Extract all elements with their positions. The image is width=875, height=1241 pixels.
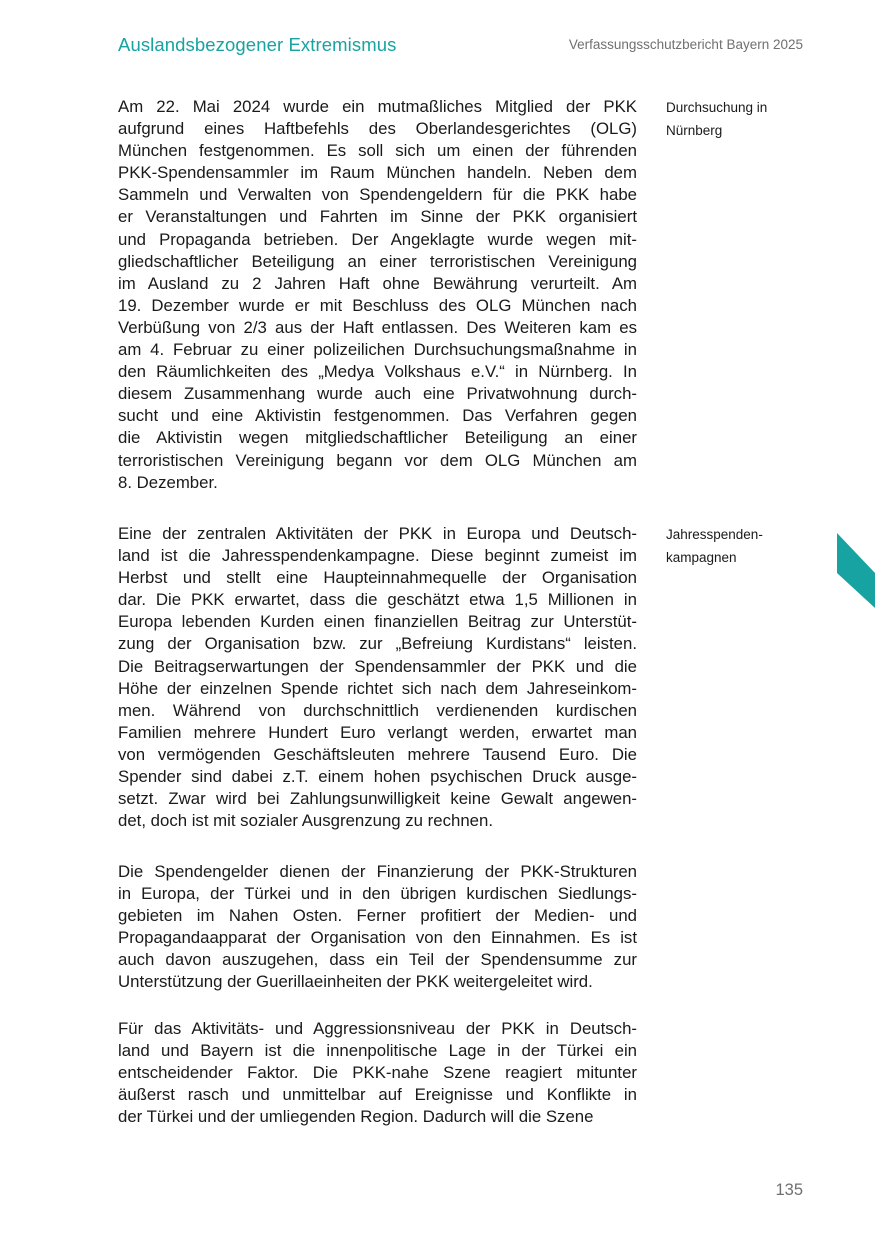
text-line: im Ausland zu 2 Jahren Haft ohne Bewährung verurteilt. Am xyxy=(118,273,637,293)
margin-note-line: kampagnen xyxy=(666,549,737,565)
chapter-tab-marker xyxy=(837,533,875,608)
text-line: men. Während von durchschnittlich verdienenden kurdischen xyxy=(118,700,637,720)
text-line: der Türkei und der umliegenden Region. Dadurch will die Szene xyxy=(118,1107,594,1127)
text-line: Die Beitragserwartungen der Spendensammler der PKK und die xyxy=(118,656,637,676)
text-line: Für das Aktivitäts- und Aggressionsniveau der PKK in Deutsch- xyxy=(118,1019,637,1038)
text-line: PKK-Spendensammler im Raum München handeln. Neben dem xyxy=(118,163,637,183)
text-line: Die Spendengelder dienen der Finanzierung der PKK-Strukturen xyxy=(118,862,637,881)
text-line: Herbst und stellt eine Haupteinnahmequelle der Organisation xyxy=(118,568,637,588)
text-line: die Aktivistin wegen mitgliedschaftlicher Beteiligung an einer xyxy=(118,428,637,448)
section-title: Auslandsbezogener Extremismus xyxy=(118,34,397,55)
text-line: land und Bayern ist die innenpolitische Lage in der Türkei ein xyxy=(118,1041,637,1061)
text-line: Eine der zentralen Aktivitäten der PKK in Europa und Deutsch- xyxy=(118,524,637,543)
text-line: auch davon auszugehen, dass ein Teil der Spendensumme zur xyxy=(118,950,637,970)
text-line: entscheidender Faktor. Die PKK-nahe Szene reagiert mitunter xyxy=(118,1063,637,1083)
text-line: sucht und eine Aktivistin festgenommen. Das Verfahren gegen xyxy=(118,406,637,426)
text-line: Europa lebenden Kurden einen finanziellen Beitrag zur Unterstüt- xyxy=(118,612,637,632)
document-title: Verfassungsschutzbericht Bayern 2025 xyxy=(568,37,803,52)
text-line: det, doch ist mit sozialer Ausgrenzung zu rechnen. xyxy=(118,811,493,831)
text-line: terroristischen Vereinigung begann vor dem OLG München am xyxy=(118,450,637,470)
text-line: den Räumlichkeiten des „Medya Volkshaus e.V.“ in Nürnberg. In xyxy=(118,362,637,382)
text-line: am 4. Februar zu einer polizeilichen Durchsuchungsmaßnahme in xyxy=(118,340,637,360)
text-line: land ist die Jahresspendenkampagne. Diese beginnt zumeist im xyxy=(118,546,637,566)
text-line: Spender sind dabei z.T. einem hohen psychischen Druck ausge- xyxy=(118,767,637,787)
text-line: Verbüßung von 2/3 aus der Haft entlassen. Des Weiteren kam es xyxy=(118,317,637,337)
text-line: er Veranstaltungen und Fahrten im Sinne der PKK organisiert xyxy=(118,207,637,227)
text-line: von vermögenden Geschäftsleuten mehrere Tausend Euro. Die xyxy=(118,744,637,764)
text-line: dar. Die PKK erwartet, dass die geschätzt etwa 1,5 Millionen in xyxy=(118,590,637,610)
text-line: äußerst rasch und unmittelbar auf Ereignisse und Konflikte in xyxy=(118,1085,637,1105)
text-line: Propagandaapparat der Organisation von den Einnahmen. Es ist xyxy=(118,928,637,948)
text-line: diesem Zusammenhang wurde auch eine Privatwohnung durch- xyxy=(118,384,637,404)
text-line: in Europa, der Türkei und in den übrigen kurdischen Siedlungs- xyxy=(118,884,637,904)
text-line: Sammeln und Verwalten von Spendengeldern für die PKK habe xyxy=(118,185,637,205)
margin-note-line: Jahresspenden- xyxy=(666,527,763,542)
text-line: gliedschaftlicher Beteiligung an einer terroristischen Vereinigung xyxy=(118,251,637,271)
text-line: Am 22. Mai 2024 wurde ein mutmaßliches Mitglied der PKK xyxy=(118,97,637,116)
text-line: Höhe der einzelnen Spende richtet sich nach dem Jahreseinkom- xyxy=(118,678,637,698)
text-line: gebieten im Nahen Osten. Ferner profitiert der Medien- und xyxy=(118,906,637,926)
text-line: 8. Dezember. xyxy=(118,472,218,492)
page-number: 135 xyxy=(775,1181,803,1199)
text-line: Familien mehrere Hundert Euro verlangt werden, erwartet man xyxy=(118,722,637,742)
paragraph-3 xyxy=(118,861,637,994)
text-line: 19. Dezember wurde er mit Beschluss des OLG München nach xyxy=(118,295,637,315)
paragraph-4 xyxy=(118,1018,637,1128)
text-line: München festgenommen. Es soll sich um einen der führenden xyxy=(118,141,637,161)
text-line: zung der Organisation bzw. zur „Befreiung Kurdistans“ leisten. xyxy=(118,634,637,654)
margin-note-durchsuchung xyxy=(666,97,816,142)
margin-note-line: Nürnberg xyxy=(666,122,723,138)
paragraph-2 xyxy=(118,523,637,832)
margin-note-line: Durchsuchung in xyxy=(666,100,768,115)
text-line: Unterstützung der Guerillaeinheiten der PKK weitergeleitet wird. xyxy=(118,972,593,992)
text-line: und Propaganda betrieben. Der Angeklagte wurde wegen mit- xyxy=(118,229,637,249)
text-line: setzt. Zwar wird bei Zahlungsunwilligkeit keine Gewalt angewen- xyxy=(118,789,637,809)
margin-note-jahresspenden xyxy=(666,524,816,569)
paragraph-1 xyxy=(118,96,637,494)
text-line: aufgrund eines Haftbefehls des Oberlandesgerichtes (OLG) xyxy=(118,119,637,139)
